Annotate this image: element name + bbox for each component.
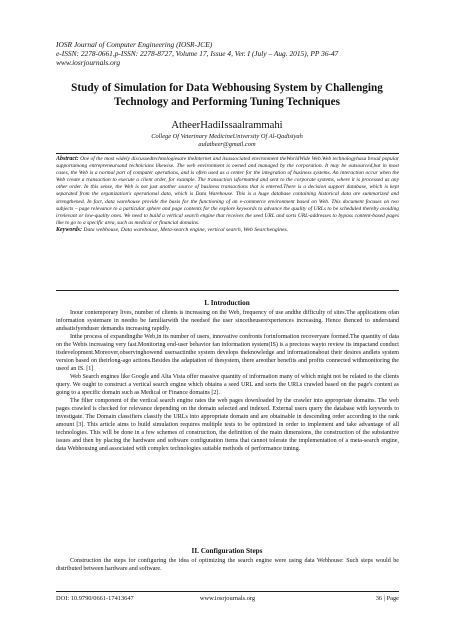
footer-doi: DOI: 10.9790/0661-17413647 [56, 595, 134, 602]
body-paragraph: Inthe process of expandingthe Web,in its number of users, innovative confronts forinformation recoveryare formed.The quantity of data on the Webis increasing very fast.Monitoring end-user behavior fan information system(IS) is a precious wayto review its impactand conduct itsdevelopment.Moreover,observinghowend usersactinthe system develops theknowledge and informationabout their desires andlets system version based on theirlong-ago actions.Besides the adaptation of thesystem, there areother benefits and profits connected withmonitoring the useof an IS. [1] [56, 334, 399, 372]
section-body-configuration-steps [56, 557, 399, 581]
section-heading-configuration-steps: II. Configuration Steps [191, 547, 263, 555]
footer-website: www.iosrjournals.org [199, 595, 256, 602]
keywords-text: Data webhouse, Data warehouse, Meta-search engine, vertical search, Web Searchengines. [83, 226, 289, 233]
body-paragraph: Web Search engines like Google and Alta Vista offer massive quantity of information many of which might not be related to the clients query. We ought to construct a vertical search engine which obtains a seed URL and sorts the URLs crawled based on the page's content as going to a specific domain such as Medical or Finance domains [2]. [56, 374, 399, 396]
abstract-box [56, 153, 399, 291]
section-heading-introduction: I. Introduction [204, 299, 250, 307]
abstract [56, 156, 399, 227]
abstract-text: One of the most widely discussedtechnologiesare theInternet and itsassociated environment theWorldWide Web.Web technologyhasa broad popular supportamong entrepreneursand technicians likewise. The web environment is owned and managed by the corporation. It may be outsourced,but in most cases, the Web is a normal part of computer operations, and is often used as a center for the integration of business systems. An interaction occur when the Web create a transaction to execute a client order, for example. The transaction isformatted and sent to the corporate systems, where it is processed as any other order. In this sense, the Web is not just another source of business transactions that is entered.There is a decision support database, which is kept separated from the organization's operational data, which is Data Warehouse. This is a huge database containing historical data are summarized and strengthened. In fact, data warehouse provide the basis for the functioning of an e-commerce environment based on Web. This document focuses on two subjects – page relevance to a particular sphere and page contents for the explore keywords to advance the quality of URLs to be scheduled thereby avoiding irrelevant or low-quality ones. We need to build a vertical search engine that receives the seed URL and sorts URL-addresses to bypass content-based pages like to go to a specific area, such as medical or financial domains. [56, 156, 399, 226]
keywords-label: Keywords: [56, 226, 82, 233]
author-name: AtheerHadiIssaalrammahi [171, 120, 283, 131]
footer-page-number: 36 | Page [375, 595, 399, 602]
journal-name: IOSR Journal of Computer Engineering (IOSR-JCE) [56, 40, 213, 49]
body-paragraph: The filter component of the vertical search engine rates the web pages downloaded by the crawler into appropriate domains. The web pages crawled is checked for relevance depending on the domain selected and indexed. External users query the database with keywords to investigate. The Domain classifiers classify the URLs into appropriate domain and are obtainable in descending order according to the rank amount [3]. This article aims to build simulation requires multiple tests to be optimized in order to implement and take advantage of all technologies. This will be done in a few schemes of construction, the definition of the main dimensions, the construction of the substantive issues and then by placing the hardware and software configuration items that cannot tolerate the implementation of a meta-search engine, data Webhousing and associated with complex technologies suitable methods of performance tuning. [56, 398, 399, 452]
section-body-introduction [56, 309, 399, 546]
journal-header [56, 40, 401, 68]
page-footer [56, 594, 399, 604]
journal-website: www.iosrjournals.org [56, 58, 121, 68]
abstract-label: Abstract: [56, 156, 79, 162]
author-affiliation: College Of Veterinary MedicineUniversity Of Al-Qadisiyah [151, 133, 303, 140]
author-email: aulatheer@gmail.com [198, 141, 256, 148]
journal-issn-volume: e-ISSN: 2278-0661,p-ISSN: 2278-8727, Volume 17, Issue 4, Ver. I (July – Aug. 2015), PP 36-47 [56, 49, 339, 59]
paper-title: Study of Simulation for Data Webhousing System by Challenging Technology and Performing Tuning Techniques [71, 82, 383, 108]
body-paragraph: Construction the steps for configuring the idea of optimizing the search engine were using data Webhouse: Such steps would be distributed between hardware and software. [56, 558, 399, 572]
body-paragraph: Inour contemporary lives, number of clients is increasing on the Web, frequency of use andthe difficulty of sites.The applications ofan information systemare in needto be familiarwith the needsof the user sincetheuserexperiences increasing. Hence thenced to understand andsatisfyenduser demandis increasing rapidly. [56, 310, 399, 332]
keywords [56, 227, 399, 234]
footer-divider [56, 591, 399, 592]
